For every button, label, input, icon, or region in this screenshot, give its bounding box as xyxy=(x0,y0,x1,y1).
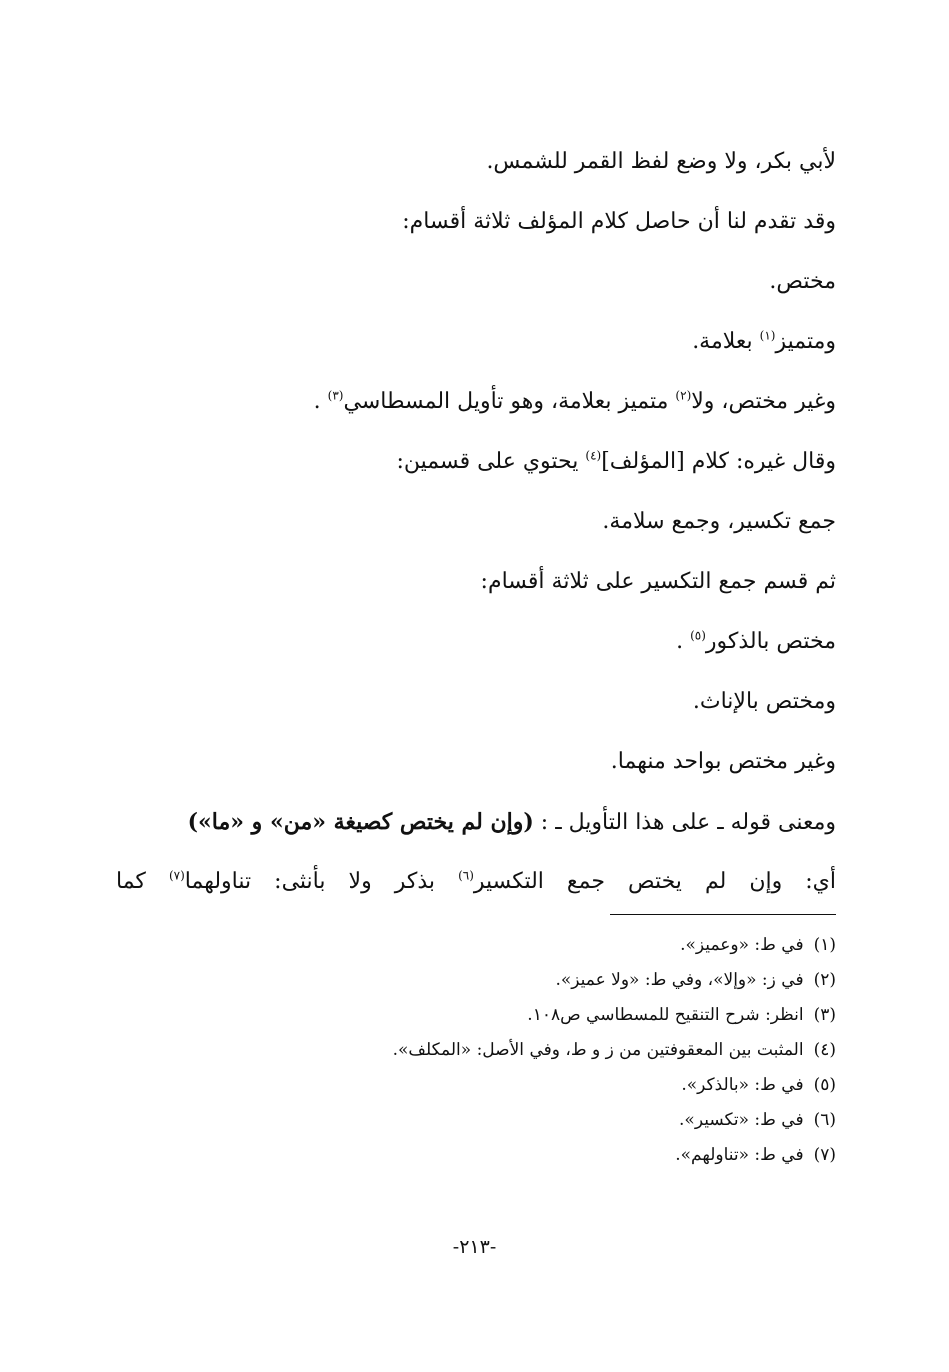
text-line-12-start: ومعنى قوله ـ على هذا التأويل ـ : xyxy=(533,810,836,835)
footnote-6 xyxy=(116,1103,836,1138)
footnote-marker-7[interactable]: (٧) xyxy=(168,868,185,883)
text-line-6-end: يحتوي على قسمين: xyxy=(396,449,586,474)
footnote-7 xyxy=(116,1138,836,1173)
text-line-5-start: وغير مختص، ولا xyxy=(691,389,836,414)
footnote-marker-2[interactable]: (٢) xyxy=(675,388,692,403)
footnote-text: في ط: «تناولهم». xyxy=(675,1145,804,1165)
text-line-9-start: مختص بالذكور xyxy=(705,629,836,654)
text-line-12 xyxy=(116,792,836,852)
footnote-text: في ز: «وإلا»، وفي ط: «ولا عميز». xyxy=(555,970,804,990)
footnote-text: في ط: «تكسير». xyxy=(679,1110,804,1130)
text-line-13-start: أي: وإن لم يختص جمع التكسير xyxy=(473,869,836,894)
text-line-2: وقد تقدم لنا أن حاصل كلام المؤلف ثلاثة أقسام: xyxy=(402,209,836,234)
footnote-number: (٦) xyxy=(813,1110,836,1130)
footnote-number: (٣) xyxy=(813,1005,836,1025)
footnote-marker-4[interactable]: (٤) xyxy=(585,448,602,463)
footnote-number: (١) xyxy=(813,935,836,955)
footnote-3 xyxy=(116,998,836,1033)
text-line-5-end: . xyxy=(313,389,328,414)
footnote-4 xyxy=(116,1033,836,1068)
footnote-number: (٥) xyxy=(813,1075,836,1095)
text-line-13 xyxy=(116,852,836,906)
text-line-11: وغير مختص بواحد منهما. xyxy=(610,749,836,774)
footnotes-section xyxy=(116,928,836,1173)
text-line-4 xyxy=(116,312,836,372)
footnote-1 xyxy=(116,928,836,963)
text-line-8: ثم قسم جمع التكسير على ثلاثة أقسام: xyxy=(480,569,836,594)
footnote-marker-1[interactable]: (١) xyxy=(759,328,776,343)
footnote-text: انظر: شرح التنقيح للمسطاسي ص١٠٨. xyxy=(527,1005,804,1025)
footnote-number: (٧) xyxy=(813,1145,836,1165)
footnote-text: في ط: «بالذكر». xyxy=(681,1075,804,1095)
text-line-9 xyxy=(116,612,836,672)
text-line-13-middle: بذكر ولا بأنثى: تناولهما xyxy=(184,869,459,894)
text-line-9-end: . xyxy=(676,629,691,654)
footnote-marker-5[interactable]: (٥) xyxy=(690,628,706,643)
footnote-2 xyxy=(116,963,836,998)
footnote-marker-3[interactable]: (٣) xyxy=(327,388,344,403)
text-line-13-end: كما xyxy=(116,869,169,894)
text-line-4-start: ومتميز xyxy=(775,329,836,354)
footnote-number: (٢) xyxy=(813,970,836,990)
text-line-6-start: وقال غيره: كلام [المؤلف] xyxy=(601,449,836,474)
text-line-3: مختص. xyxy=(769,269,836,294)
text-line-7: جمع تكسير، وجمع سلامة. xyxy=(602,509,836,534)
footnote-text: المثبت بين المعقوفتين من ز و ط، وفي الأصل: «المكلف». xyxy=(392,1040,804,1060)
text-line-10: ومختص بالإناث. xyxy=(692,689,836,714)
main-text-body xyxy=(116,132,836,906)
text-line-1: لأبي بكر، ولا وضع لفظ القمر للشمس. xyxy=(486,149,836,174)
text-line-5-middle: متميز بعلامة، وهو تأويل المسطاسي xyxy=(343,389,676,414)
text-line-5 xyxy=(116,372,836,432)
quoted-text: (وإن لم يختص كصيغة «من» و «ما») xyxy=(187,809,534,835)
footnote-number: (٤) xyxy=(813,1040,836,1060)
footnote-separator xyxy=(610,914,836,915)
text-line-6 xyxy=(116,432,836,492)
footnote-marker-6[interactable]: (٦) xyxy=(458,868,474,883)
footnote-text: في ط: «وعميز». xyxy=(680,935,804,955)
text-line-4-end: بعلامة. xyxy=(692,329,760,354)
page-number: -٢١٣- xyxy=(452,1236,497,1258)
footnote-5 xyxy=(116,1068,836,1103)
